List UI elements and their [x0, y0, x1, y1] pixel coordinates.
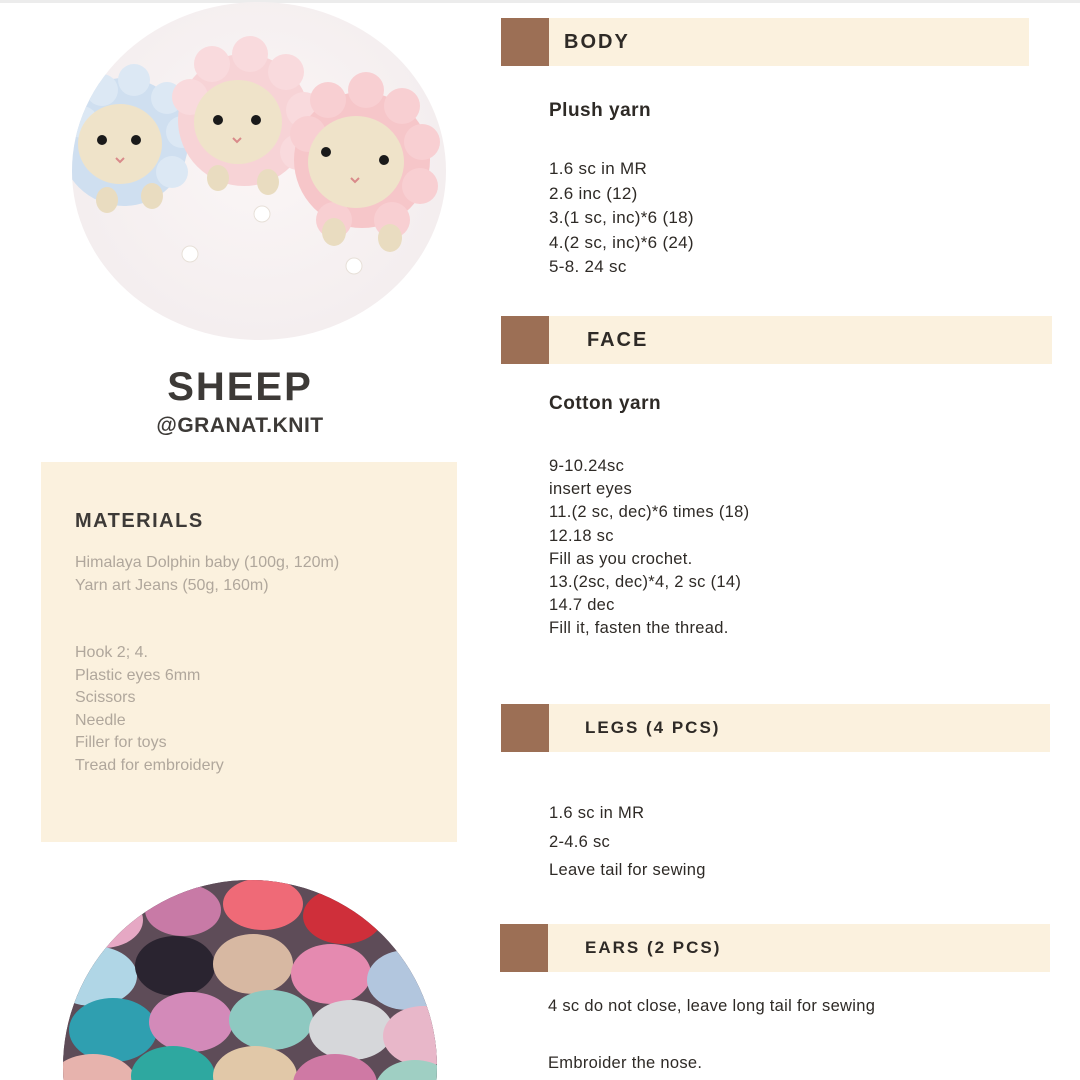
pattern-title: SHEEP — [167, 365, 313, 409]
materials-tool-item: Filler for toys — [75, 734, 167, 751]
materials-tool-item: Hook 2; 4. — [75, 644, 148, 661]
top-divider — [0, 0, 1080, 3]
body-steps — [549, 157, 694, 280]
embroider-note: Embroider the nose. — [548, 1054, 703, 1072]
materials-tool-item: Needle — [75, 711, 126, 729]
body-section-header — [501, 18, 1029, 66]
materials-tool-item: Tread for embroidery — [75, 756, 224, 774]
face-step: Fill it, fasten the thread. — [549, 619, 729, 638]
body-yarn-label: Plush yarn — [549, 100, 652, 121]
face-step: 12.18 sc — [549, 526, 614, 545]
materials-tool-item: Scissors — [75, 689, 136, 706]
legs-section-swatch — [501, 704, 549, 752]
face-section-header — [501, 316, 1052, 364]
sheep-illustration — [72, 2, 446, 340]
face-section-swatch — [501, 316, 549, 364]
materials-box — [41, 462, 457, 842]
ears-steps — [548, 997, 875, 1016]
body-section-title: BODY — [564, 31, 630, 53]
face-step: 9-10.24sc — [549, 457, 625, 475]
legs-step: Leave tail for sewing — [549, 861, 706, 879]
ears-note — [548, 1054, 702, 1073]
legs-step: 1.6 sc in MR — [549, 804, 645, 822]
yarn-balls-illustration — [63, 880, 437, 1080]
materials-yarn-list — [75, 552, 339, 597]
legs-step: 2-4.6 sc — [549, 832, 611, 851]
face-section-title: FACE — [587, 329, 649, 351]
body-section-swatch — [501, 18, 549, 66]
materials-tool-item: Plastic eyes 6mm — [75, 666, 201, 684]
body-step: 2.6 inc (12) — [549, 183, 638, 203]
ears-step: 4 sc do not close, leave long tail for sewing — [548, 997, 876, 1015]
author-handle: @GRANAT.KNIT — [156, 414, 324, 437]
body-step: 5-8. 24 sc — [549, 257, 627, 276]
face-yarn-label: Cotton yarn — [549, 393, 662, 414]
materials-tools-list — [75, 642, 224, 777]
legs-section-title: LEGS (4 PCS) — [585, 718, 721, 737]
sheep-photo — [72, 2, 446, 340]
body-step: 4.(2 sc, inc)*6 (24) — [549, 232, 694, 252]
ears-section-header — [500, 924, 1050, 972]
ears-section-swatch — [500, 924, 548, 972]
face-step: insert eyes — [549, 480, 633, 499]
body-step: 1.6 sc in MR — [549, 159, 648, 178]
materials-yarn-item: Yarn art Jeans (50g, 160m) — [75, 576, 269, 594]
face-step: 11.(2 sc, dec)*6 times (18) — [549, 503, 750, 522]
materials-heading: MATERIALS — [75, 510, 204, 532]
legs-steps — [549, 799, 706, 885]
yarn-photo — [63, 880, 437, 1080]
materials-yarn-item: Himalaya Dolphin baby (100g, 120m) — [75, 554, 340, 571]
legs-section-header — [501, 704, 1050, 752]
face-step: 13.(2sc, dec)*4, 2 sc (14) — [549, 573, 742, 592]
face-step: 14.7 dec — [549, 596, 615, 615]
face-steps — [549, 455, 749, 641]
face-step: Fill as you crochet. — [549, 549, 693, 568]
body-step: 3.(1 sc, inc)*6 (18) — [549, 208, 694, 227]
ears-section-title: EARS (2 PCS) — [585, 938, 722, 957]
